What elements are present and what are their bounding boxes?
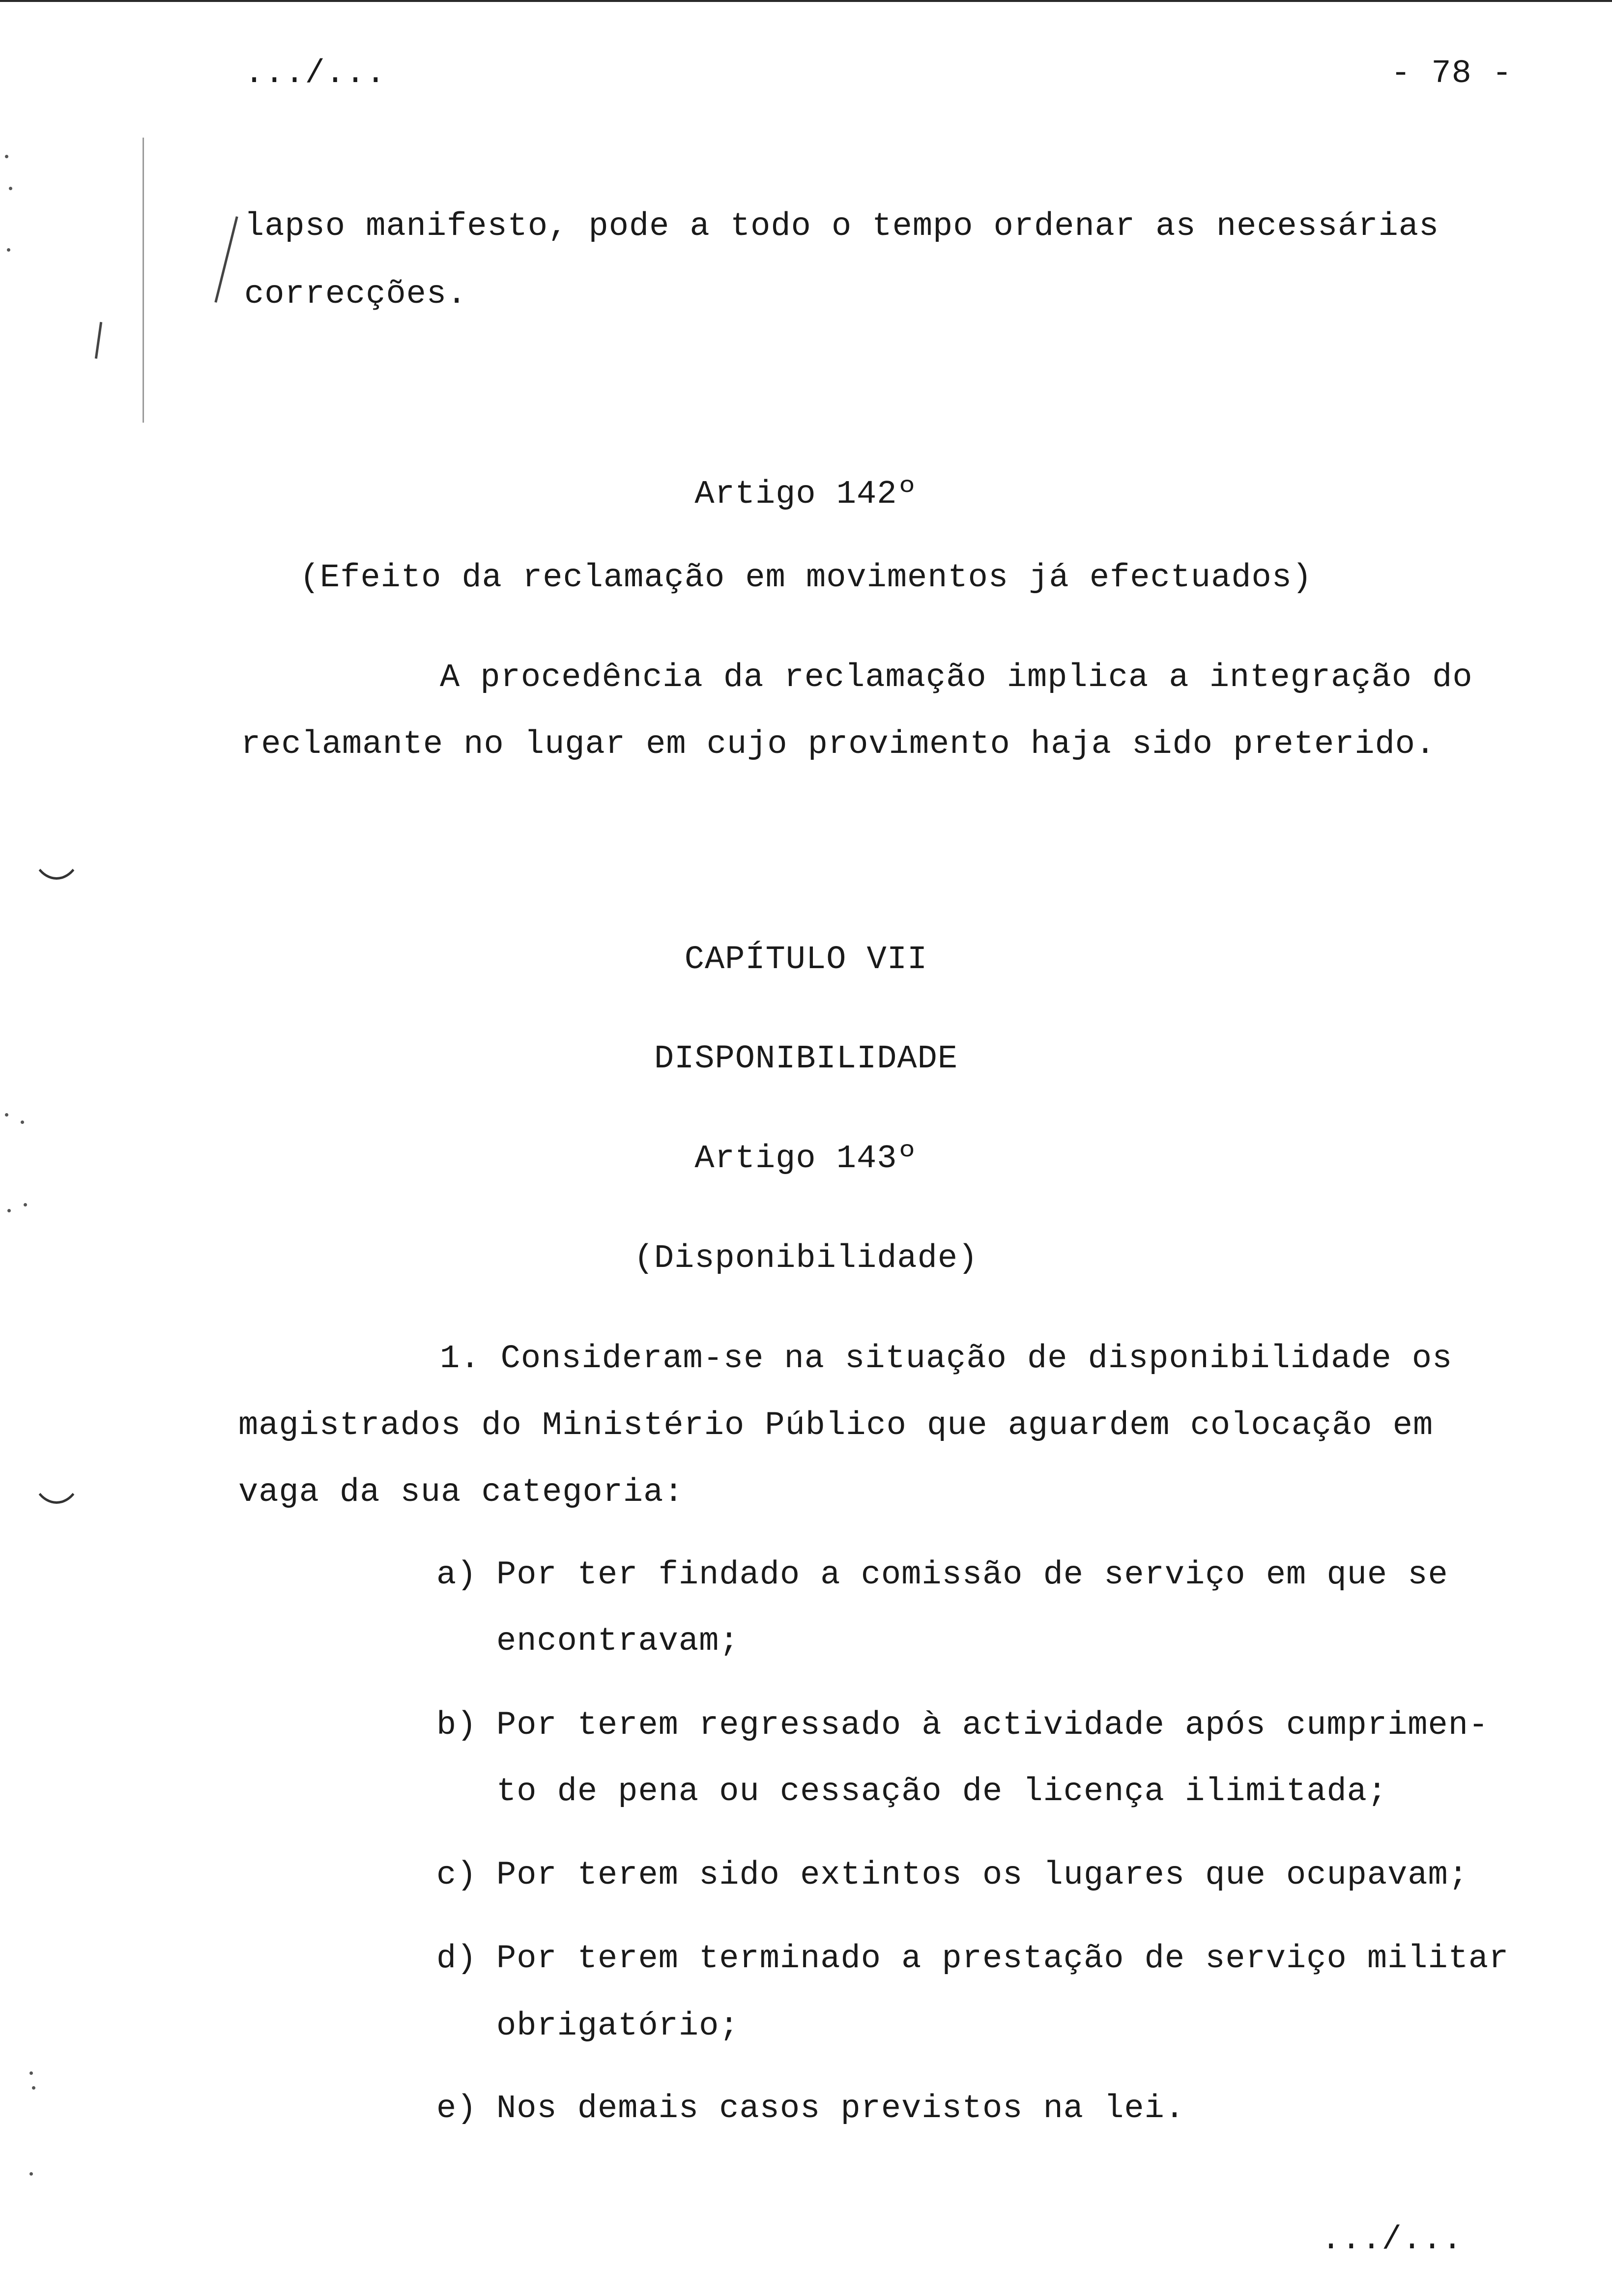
list-item-line: encontravam; bbox=[496, 1623, 740, 1660]
chapter-name: DISPONIBILIDADE bbox=[654, 1040, 958, 1078]
margin-pen-stroke bbox=[95, 322, 102, 359]
page-number: - 78 - bbox=[1391, 55, 1513, 92]
scan-speck bbox=[29, 2071, 33, 2075]
list-item-label: b) bbox=[436, 1707, 477, 1744]
article-142-title: Artigo 142º bbox=[694, 476, 918, 513]
list-item-label: c) bbox=[436, 1857, 477, 1894]
list-item-label: e) bbox=[436, 2090, 477, 2127]
scan-speck bbox=[7, 1209, 11, 1212]
margin-faint-line bbox=[143, 138, 144, 423]
list-item-line: Por ter findado a comissão de serviço em que se bbox=[496, 1556, 1448, 1594]
scan-top-edge-line bbox=[0, 0, 1612, 2]
punch-hole-arc bbox=[29, 1430, 84, 1504]
scan-speck bbox=[21, 1120, 24, 1124]
article-143-title: Artigo 143º bbox=[694, 1140, 918, 1177]
list-item-label: d) bbox=[436, 1940, 477, 1978]
article-142-subtitle: (Efeito da reclamação em movimentos já efectuados) bbox=[299, 559, 1313, 597]
list-item-line: to de pena ou cessação de licença ilimitada; bbox=[496, 1773, 1388, 1810]
list-item-line: Por terem sido extintos os lugares que ocupavam; bbox=[496, 1857, 1468, 1894]
chapter-title: CAPÍTULO VII bbox=[684, 941, 928, 978]
header-continuation-marker: .../... bbox=[244, 55, 386, 92]
scan-speck bbox=[5, 155, 8, 158]
punch-hole-arc bbox=[29, 806, 84, 880]
scan-speck bbox=[7, 248, 10, 252]
article-143-subtitle: (Disponibilidade) bbox=[633, 1240, 979, 1277]
footer-continuation-marker: .../... bbox=[1321, 2221, 1463, 2259]
list-item-line: Por terem terminado a prestação de serviço militar bbox=[496, 1940, 1509, 1978]
list-item-line: Por terem regressado à actividade após cumprimen- bbox=[496, 1707, 1489, 1744]
margin-pen-stroke bbox=[214, 216, 238, 303]
article-143-paragraph-line: vaga da sua categoria: bbox=[238, 1474, 684, 1511]
scan-speck bbox=[5, 1113, 8, 1117]
list-item-line: Nos demais casos previstos na lei. bbox=[496, 2090, 1185, 2127]
scan-speck bbox=[24, 1203, 27, 1206]
continued-line: correcções. bbox=[244, 276, 467, 313]
list-item-line: obrigatório; bbox=[496, 2008, 740, 2045]
list-item-label: a) bbox=[436, 1556, 477, 1594]
continued-line: lapso manifesto, pode a todo o tempo ordenar as necessárias bbox=[244, 208, 1439, 245]
article-143-paragraph-line: magistrados do Ministério Público que aguardem colocação em bbox=[238, 1407, 1434, 1444]
scan-speck bbox=[29, 2172, 33, 2176]
scan-speck bbox=[9, 187, 12, 190]
article-142-text-line: A procedência da reclamação implica a integração do bbox=[440, 659, 1473, 696]
scan-speck bbox=[32, 2086, 35, 2090]
article-142-text-line: reclamante no lugar em cujo provimento haja sido preterido. bbox=[241, 726, 1436, 763]
article-143-paragraph-line: 1. Consideram-se na situação de disponibilidade os bbox=[440, 1340, 1453, 1378]
